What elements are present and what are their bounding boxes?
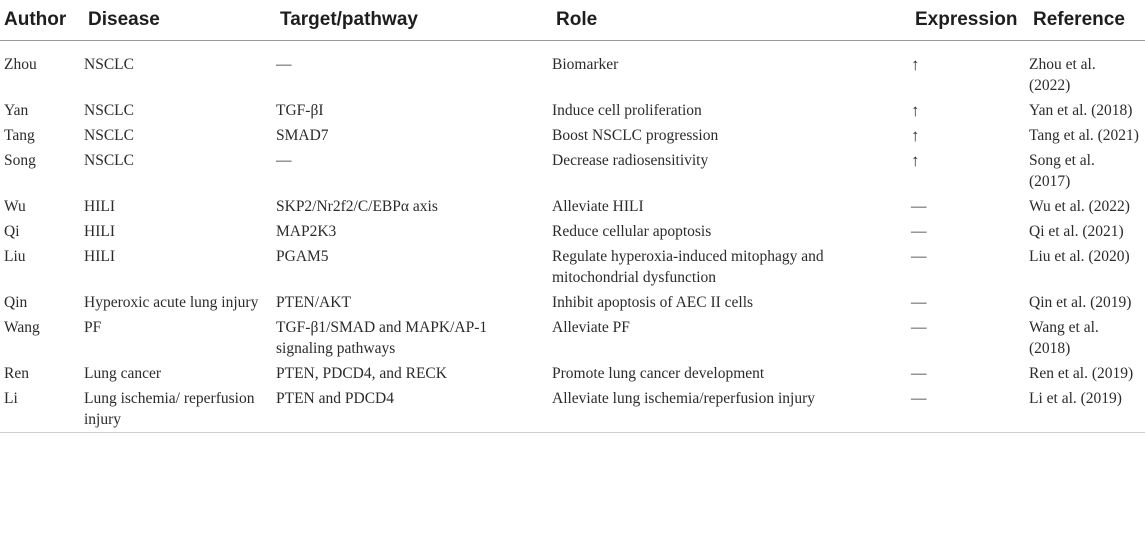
cell-disease: Hyperoxic acute lung injury: [84, 294, 259, 311]
cell-expression: ↑: [911, 55, 920, 74]
cell-reference: Wu et al. (2022): [1029, 198, 1130, 215]
cell-reference: Liu et al. (2020): [1029, 248, 1130, 265]
cell-author: Zhou: [4, 56, 37, 73]
cell-expression: —: [911, 198, 927, 215]
cell-target: PTEN and PDCD4: [276, 390, 394, 407]
cell-author: Li: [4, 390, 18, 407]
cell-expression: —: [911, 223, 927, 240]
cell-disease: HILI: [84, 223, 115, 240]
table-row: [0, 123, 1145, 148]
table-bottom-rule: [0, 432, 1145, 433]
cell-author: Qi: [4, 223, 20, 240]
cell-target: MAP2K3: [276, 223, 337, 240]
cell-author: Song: [4, 152, 36, 169]
cell-author: Wang: [4, 319, 40, 336]
cell-expression: —: [911, 319, 927, 336]
cell-expression: ↑: [911, 101, 920, 120]
cell-reference: Ren et al. (2019): [1029, 365, 1134, 382]
cell-expression: ↑: [911, 151, 920, 170]
spacer-row: [0, 41, 1145, 53]
cell-target: TGF-β1/SMAD and MAPK/AP-1 signaling pathways: [276, 319, 488, 357]
cell-role: Promote lung cancer development: [552, 365, 765, 382]
cell-reference: Wang et al. (2018): [1029, 319, 1099, 357]
cell-disease: HILI: [84, 248, 115, 265]
table-row: [0, 194, 1145, 219]
cell-role: Reduce cellular apoptosis: [552, 223, 712, 240]
cell-disease: Lung ischemia/ reperfusion injury: [84, 390, 255, 428]
header-expression: Expression: [911, 0, 1029, 41]
cell-reference: Qi et al. (2021): [1029, 223, 1124, 240]
cell-author: Wu: [4, 198, 26, 215]
cell-reference: Yan et al. (2018): [1029, 102, 1133, 119]
table-row: [0, 361, 1145, 386]
cell-author: Yan: [4, 102, 29, 119]
cell-target: PGAM5: [276, 248, 329, 265]
cell-author: Liu: [4, 248, 26, 265]
cell-disease: Lung cancer: [84, 365, 162, 382]
cell-role: Alleviate PF: [552, 319, 630, 336]
cell-author: Tang: [4, 127, 35, 144]
table-header: [0, 0, 1145, 41]
cell-role: Alleviate HILI: [552, 198, 644, 215]
cell-disease: HILI: [84, 198, 115, 215]
table-row: [0, 244, 1145, 290]
table-row: [0, 98, 1145, 123]
cell-disease: PF: [84, 319, 102, 336]
cell-disease: NSCLC: [84, 152, 134, 169]
cell-target: SMAD7: [276, 127, 329, 144]
cell-expression: —: [911, 294, 927, 311]
cell-role: Regulate hyperoxia-induced mitophagy and mitochondrial dysfunction: [552, 248, 824, 286]
header-reference: Reference: [1029, 0, 1145, 41]
cell-role: Induce cell proliferation: [552, 102, 702, 119]
cell-expression: —: [911, 248, 927, 265]
table-row: [0, 290, 1145, 315]
cell-reference: Song et al. (2017): [1029, 152, 1095, 190]
cell-role: Decrease radiosensitivity: [552, 152, 709, 169]
cell-reference: Li et al. (2019): [1029, 390, 1122, 407]
table-row: [0, 148, 1145, 194]
header-disease: Disease: [84, 0, 276, 41]
cell-target: SKP2/Nr2f2/C/EBPα axis: [276, 198, 438, 215]
cell-role: Boost NSCLC progression: [552, 127, 719, 144]
header-author: Author: [0, 0, 84, 41]
cell-reference: Tang et al. (2021): [1029, 127, 1139, 144]
cell-expression: ↑: [911, 126, 920, 145]
cell-target: —: [276, 56, 292, 73]
cell-role: Inhibit apoptosis of AEC II cells: [552, 294, 754, 311]
table-body: [0, 41, 1145, 433]
cell-target: PTEN/AKT: [276, 294, 351, 311]
cell-author: Qin: [4, 294, 28, 311]
table-row: [0, 315, 1145, 361]
header-target-pathway: Target/pathway: [276, 0, 552, 41]
cell-target: TGF-βI: [276, 102, 324, 119]
table-row: [0, 219, 1145, 244]
cell-role: Biomarker: [552, 56, 619, 73]
cell-reference: Zhou et al. (2022): [1029, 56, 1096, 94]
cell-disease: NSCLC: [84, 127, 134, 144]
cell-disease: NSCLC: [84, 56, 134, 73]
cell-target: PTEN, PDCD4, and RECK: [276, 365, 447, 382]
cell-author: Ren: [4, 365, 29, 382]
cell-expression: —: [911, 390, 927, 407]
cell-expression: —: [911, 365, 927, 382]
header-row: [0, 0, 1145, 41]
cell-reference: Qin et al. (2019): [1029, 294, 1132, 311]
cell-disease: NSCLC: [84, 102, 134, 119]
cell-role: Alleviate lung ischemia/reperfusion injury: [552, 390, 815, 407]
table-row: [0, 52, 1145, 98]
table-row: [0, 386, 1145, 432]
cell-target: —: [276, 152, 292, 169]
header-role: Role: [552, 0, 911, 41]
